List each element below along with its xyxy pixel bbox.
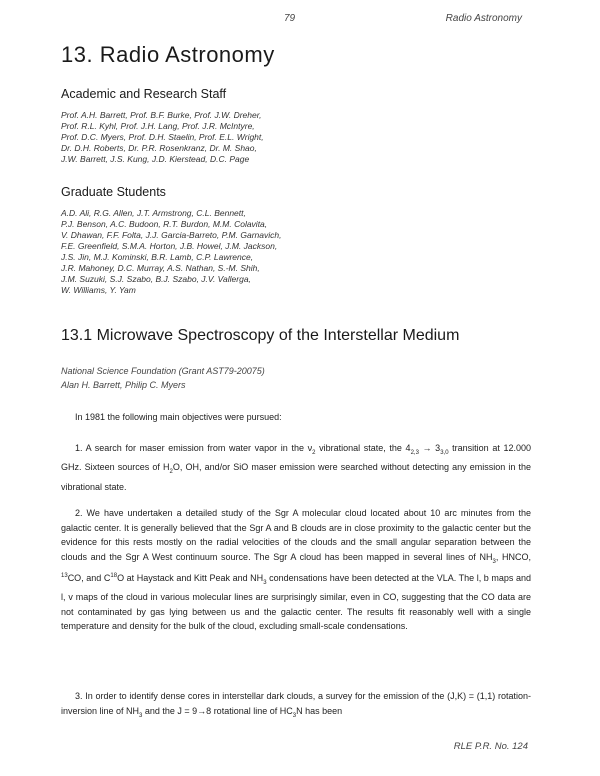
p2-text: , HNCO, xyxy=(495,551,531,562)
student-line: P.J. Benson, A.C. Budoon, R.T. Burdon, M.M. Colavita, xyxy=(61,219,268,229)
paragraph-1 xyxy=(61,441,531,494)
staff-list xyxy=(61,110,361,165)
section-heading: 13.1 Microwave Spectroscopy of the Interstellar Medium xyxy=(61,327,460,344)
staff-line: Prof. A.H. Barrett, Prof. B.F. Burke, Prof. J.W. Dreher, xyxy=(61,110,262,120)
student-line: W. Williams, Y. Yam xyxy=(61,285,136,295)
student-line: F.E. Greenfield, S.M.A. Horton, J.B. Howel, J.M. Jackson, xyxy=(61,241,278,251)
isotope-superscript: 18 xyxy=(110,572,118,579)
formula-subscript: 3 xyxy=(139,712,143,719)
p2-text: CO, and C xyxy=(67,572,111,583)
formula-subscript: 3 xyxy=(292,712,297,719)
staff-line: Dr. D.H. Roberts, Dr. P.R. Rosenkranz, Dr. M. Shao, xyxy=(61,143,257,153)
student-line: J.S. Jin, M.J. Kominski, B.R. Lamb, C.P. Lawrence, xyxy=(61,252,254,262)
p1-text: → 3 xyxy=(418,443,441,453)
student-line: J.M. Suzuki, S.J. Szabo, B.J. Szabo, J.V. Vallerga, xyxy=(61,274,251,284)
p3-text: 3. In order to identify dense cores in interstellar dark clouds, a survey for the emission of the (J,K) = (1,1) rotation-inversion line of NH xyxy=(61,691,531,716)
p1-text: O, OH, and/or SiO maser emission were searched without detecting any emission in the vibrational state. xyxy=(61,462,531,492)
p2-text: 2. We have undertaken a detailed study of the Sgr A molecular cloud located about 10 arc minutes from the galactic center. It is generally believed that the Sgr A and B clouds are in close proximity to the galactic center but the evidence for this rests mostly on the radial velocities of the clouds and the small angular separation between the clouds and the Sgr A West continuum source. The Sgr A cloud has been mapped in several lines of NH xyxy=(61,508,531,562)
p2-text: condensations have been detected at the VLA. The l, b maps and l, v maps of the cloud in various molecular lines are surprisingly similar, even in CO, suggesting that the CO data are not contaminated by gas lying between us and the galactic center. The results fit reasonably well with a single temperature and density for the bulk of the cloud, excluding small-scale condensations. xyxy=(61,572,531,632)
student-line: J.R. Mahoney, D.C. Murray, A.S. Nathan, S.-M. Shih, xyxy=(61,263,260,273)
intro-text: In 1981 the following main objectives were pursued: xyxy=(75,412,282,422)
staff-line: Prof. R.L. Kyhl, Prof. J.H. Lang, Prof. J.R. McIntyre, xyxy=(61,121,255,131)
p3-text: N has been xyxy=(296,705,343,716)
footer-report-number: RLE P.R. No. 124 xyxy=(453,741,528,752)
p1-text: 1. A search for maser emission from water vapor in the xyxy=(75,443,308,453)
staff-line: J.W. Barrett, J.S. Kung, J.D. Kierstead, D.C. Page xyxy=(61,154,250,164)
paragraph-3 xyxy=(61,689,531,723)
authors-line: Alan H. Barrett, Philip C. Myers xyxy=(61,380,186,390)
p1-text: vibrational state, the 4 xyxy=(315,443,411,453)
student-line: A.D. Ali, R.G. Allen, J.T. Armstrong, C.L. Bennett, xyxy=(61,208,246,218)
formula-subscript: 2 xyxy=(169,469,173,476)
p3-text: and the J = 9→8 rotational line of HC xyxy=(142,705,293,716)
header-section-title: Radio Astronomy xyxy=(445,13,522,24)
students-heading: Graduate Students xyxy=(61,185,166,199)
isotope-superscript: 13 xyxy=(61,572,68,579)
students-list xyxy=(61,208,361,296)
p1-text: transition at 12.000 GHz. Sixteen sources of H xyxy=(61,443,531,473)
sponsor-line: National Science Foundation (Grant AST79-20075) xyxy=(61,366,265,376)
p2-text: O at Haystack and Kitt Peak and NH xyxy=(117,572,264,583)
section-credits xyxy=(61,364,265,392)
formula-subscript: 3 xyxy=(492,558,496,565)
staff-line: Prof. D.C. Myers, Prof. D.H. Staelin, Prof. E.L. Wright, xyxy=(61,132,264,142)
quantum-subscript: 2,3 xyxy=(410,449,419,456)
header-page-number: 79 xyxy=(284,13,296,24)
formula-subscript: 3 xyxy=(263,579,267,586)
intro-paragraph xyxy=(61,410,531,425)
student-line: V. Dhawan, F.F. Folta, J.J. Garcia-Barreto, P.M. Garnavich, xyxy=(61,230,282,240)
quantum-subscript: 3,0 xyxy=(440,449,449,456)
nu-symbol: ν xyxy=(307,443,313,453)
paragraph-2 xyxy=(61,506,531,634)
nu-subscript: 2 xyxy=(312,449,316,456)
staff-heading: Academic and Research Staff xyxy=(61,87,227,101)
chapter-title: 13. Radio Astronomy xyxy=(61,42,275,67)
